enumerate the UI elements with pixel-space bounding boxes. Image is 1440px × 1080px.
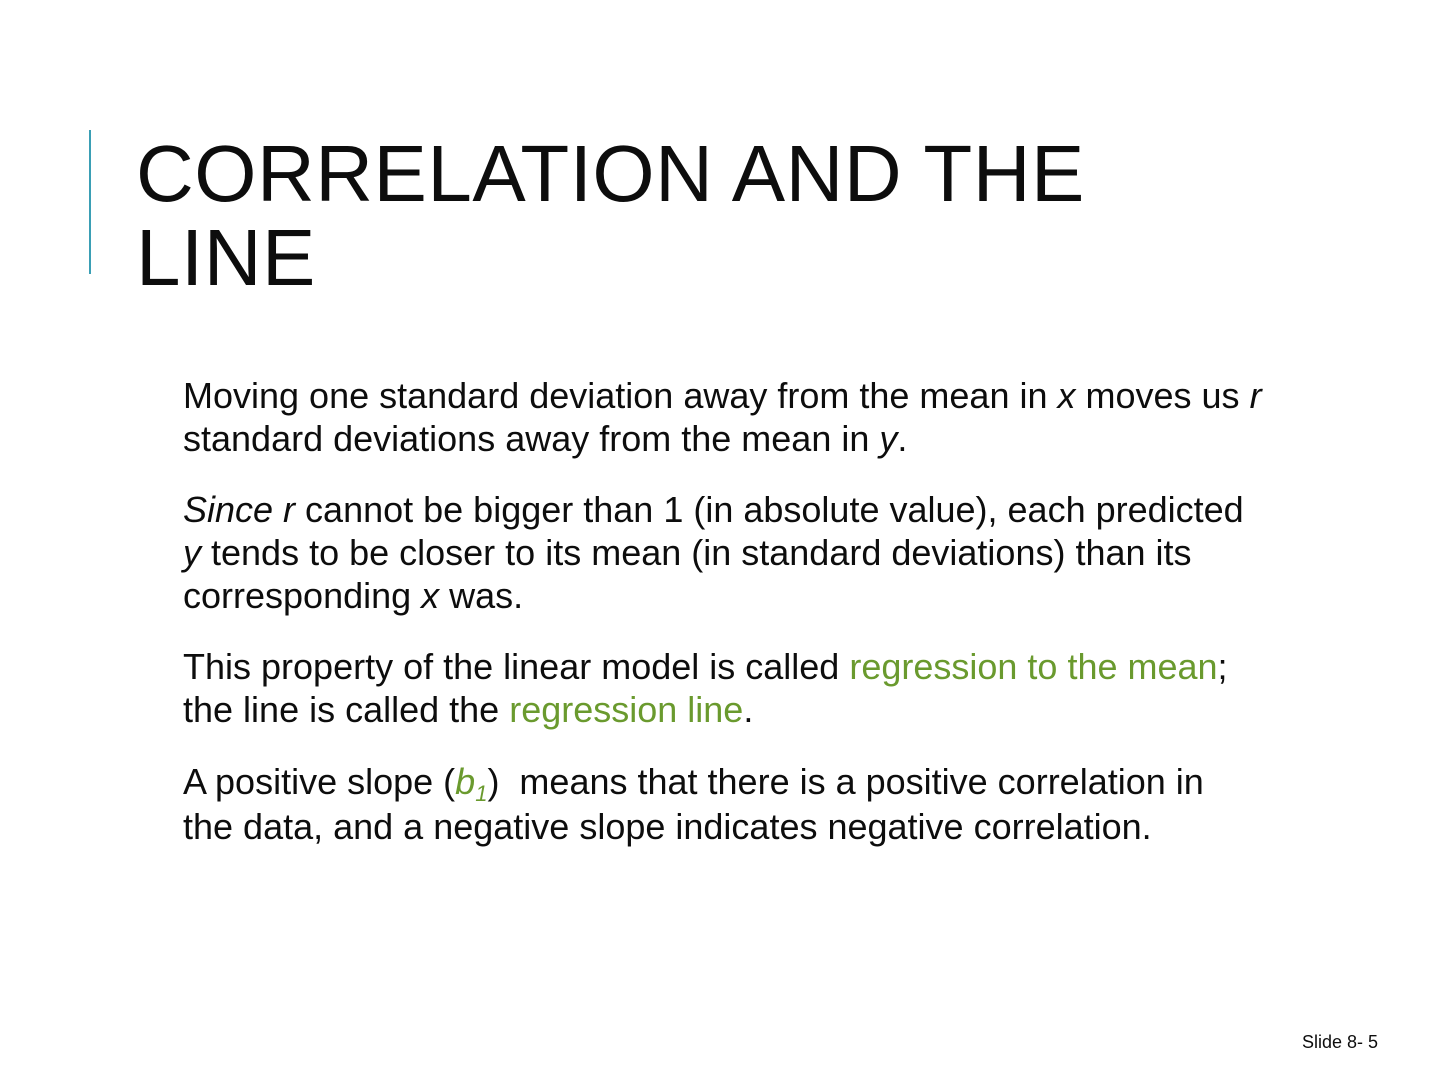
slide-title-line-1: CORRELATION AND THE xyxy=(136,129,1085,218)
term-regression-line: regression line xyxy=(509,689,744,730)
slope-symbol xyxy=(455,761,488,806)
text-run: A positive slope ( xyxy=(183,761,456,802)
slide-title xyxy=(136,129,1336,302)
text-run: ; the line is called the xyxy=(183,646,1228,730)
text-run: ) means that there is a positive correlation in the data, and a negative slope indicates negative correlation. xyxy=(183,761,1214,847)
slope-subscript: 1 xyxy=(475,781,488,806)
text-run: cannot be bigger than 1 (in absolute value), each predicted xyxy=(295,489,1244,530)
variable-y: y xyxy=(183,532,201,573)
text-run: . xyxy=(897,418,908,459)
variable-r: r xyxy=(1249,375,1262,416)
term-regression-to-the-mean: regression to the mean xyxy=(849,646,1218,687)
text-run: was. xyxy=(439,575,524,616)
slide-body xyxy=(183,374,1263,877)
slide-number: Slide 8- 5 xyxy=(1301,1032,1378,1052)
variable-x: x xyxy=(1057,375,1076,416)
paragraph-slope xyxy=(183,759,1263,849)
variable-y: y xyxy=(879,418,898,459)
slope-letter-b: b xyxy=(455,761,476,802)
text-run: Moving one standard deviation away from the mean in xyxy=(183,375,1058,416)
slide-title-line-2: LINE xyxy=(136,213,316,302)
paragraph-absolute-value xyxy=(183,488,1263,617)
text-run-italic: Since r xyxy=(183,489,296,530)
text-run: This property of the linear model is called xyxy=(183,646,850,687)
text-run: moves us xyxy=(1075,375,1250,416)
paragraph-regression-to-mean xyxy=(183,645,1263,731)
text-run: tends to be closer to its mean (in standard deviations) than its corresponding xyxy=(183,532,1192,616)
title-accent-bar xyxy=(89,130,91,274)
paragraph-standard-deviation xyxy=(183,374,1263,460)
text-run: standard deviations away from the mean in xyxy=(183,418,880,459)
variable-x: x xyxy=(421,575,440,616)
text-run: . xyxy=(743,689,754,730)
